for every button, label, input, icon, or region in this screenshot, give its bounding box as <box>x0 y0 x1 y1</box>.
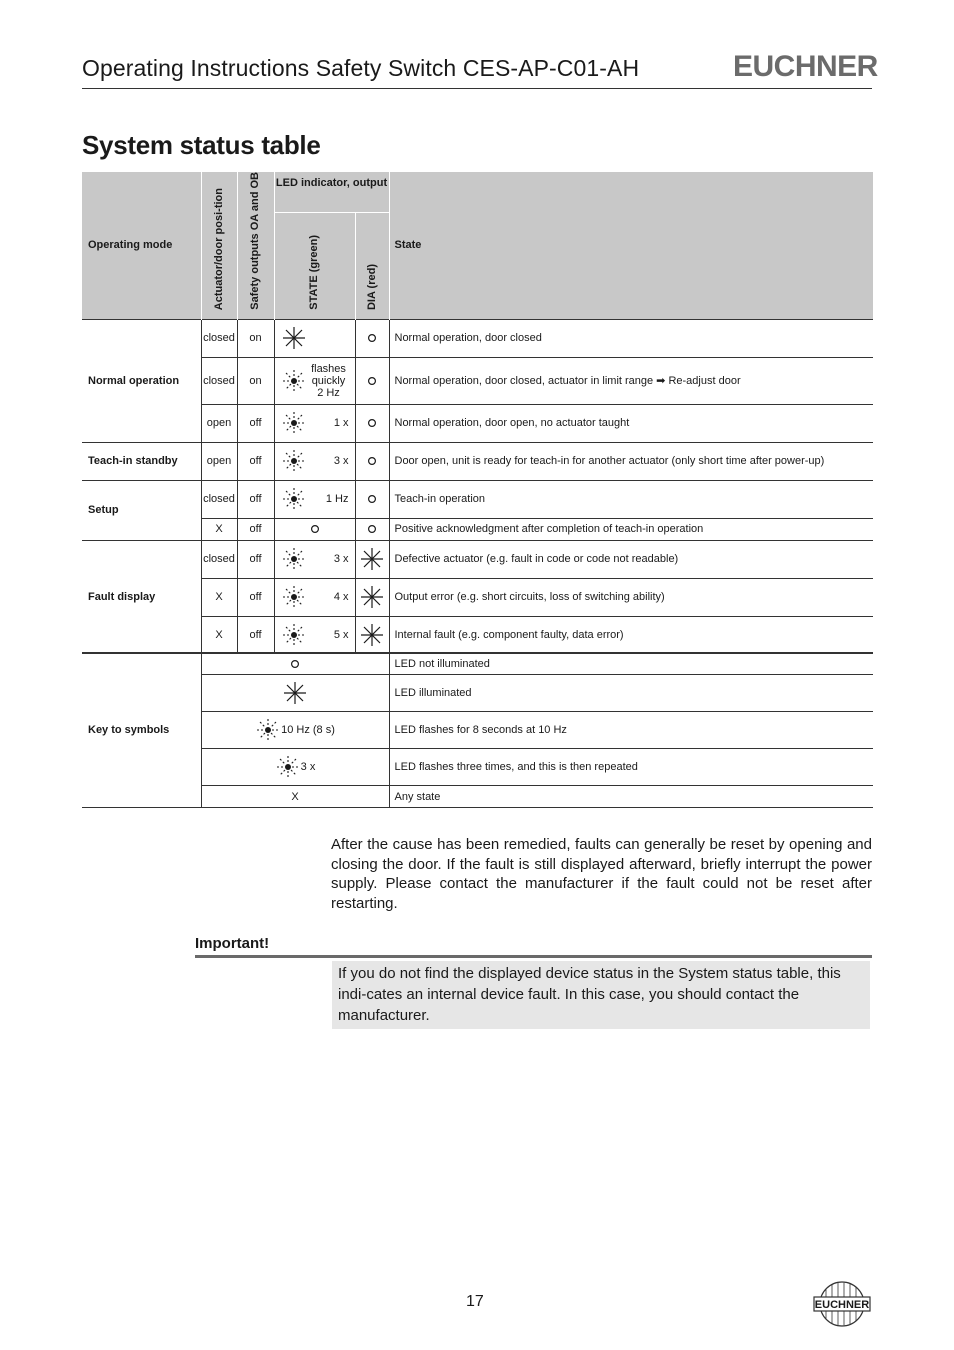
table-row <box>82 480 873 518</box>
flash-text: 1 x <box>333 417 349 430</box>
safety-output: off <box>237 404 274 442</box>
key-symbol-text: 10 Hz (8 s) <box>281 724 335 736</box>
key-label: Key to symbols <box>82 653 201 808</box>
circle-icon <box>367 418 377 428</box>
key-description: LED flashes three times, and this is then repeated <box>389 749 873 786</box>
header-state: State <box>389 172 873 319</box>
key-description: LED flashes for 8 seconds at 10 Hz <box>389 712 873 749</box>
led-flash-icon <box>281 368 307 394</box>
key-symbol-text: 3 x <box>300 761 316 773</box>
state-green-cell <box>274 578 355 616</box>
led-on-icon <box>282 680 308 706</box>
dia-red-cell <box>355 480 389 518</box>
group-normal-operation: Normal operation <box>82 319 201 442</box>
actuator-position: closed <box>201 540 237 578</box>
key-to-symbols-table <box>82 652 873 808</box>
led-flash-icon <box>281 584 307 610</box>
led-on-icon <box>359 546 385 572</box>
dia-red-cell <box>355 404 389 442</box>
table-row <box>82 675 873 712</box>
state-green-cell <box>274 616 355 653</box>
circle-icon <box>290 659 300 669</box>
actuator-position: open <box>201 404 237 442</box>
state-green-cell <box>274 442 355 480</box>
euchner-logo: EUCHNER <box>733 50 878 83</box>
state-text: Positive acknowledgment after completion of teach-in operation <box>389 518 873 540</box>
key-symbol <box>201 749 389 786</box>
table-row <box>82 518 873 540</box>
table-row <box>82 578 873 616</box>
important-divider <box>195 955 872 958</box>
led-flash-icon <box>281 546 307 572</box>
table-row <box>82 786 873 808</box>
led-flash-icon <box>281 486 307 512</box>
state-text: Internal fault (e.g. component faulty, data error) <box>389 616 873 653</box>
safety-output: off <box>237 578 274 616</box>
state-text: Defective actuator (e.g. fault in code or code not readable) <box>389 540 873 578</box>
dia-red-cell <box>355 616 389 653</box>
actuator-position: closed <box>201 480 237 518</box>
safety-output: off <box>237 518 274 540</box>
flash-text: 1 Hz <box>325 493 349 506</box>
table-row <box>82 540 873 578</box>
led-flash-icon <box>281 448 307 474</box>
state-green-cell <box>274 319 355 357</box>
section-title: System status table <box>82 130 321 160</box>
state-green-cell <box>274 357 355 404</box>
circle-icon <box>367 456 377 466</box>
table-row <box>82 357 873 404</box>
group-fault-display: Fault display <box>82 540 201 653</box>
safety-output: on <box>237 319 274 357</box>
safety-output: off <box>237 540 274 578</box>
page-number: 17 <box>466 1293 484 1310</box>
footer-logo <box>812 1280 872 1328</box>
circle-icon <box>367 376 377 386</box>
important-label: Important! <box>195 935 270 952</box>
key-description: LED illuminated <box>389 675 873 712</box>
circle-icon <box>367 494 377 504</box>
safety-output: off <box>237 480 274 518</box>
flash-text: flashes quickly 2 Hz <box>311 362 346 399</box>
key-symbol <box>201 675 389 712</box>
header-state-green: STATE (green) <box>274 212 355 319</box>
led-on-icon <box>359 584 385 610</box>
header-operating-mode: Operating mode <box>82 172 201 319</box>
state-green-cell <box>274 404 355 442</box>
table-row <box>82 442 873 480</box>
state-text: Teach-in operation <box>389 480 873 518</box>
state-text: Normal operation, door open, no actuator taught <box>389 404 873 442</box>
table-row <box>82 749 873 786</box>
dia-red-cell <box>355 578 389 616</box>
circle-icon <box>310 524 320 534</box>
dia-red-cell <box>355 319 389 357</box>
safety-output: off <box>237 442 274 480</box>
flash-text: 3 x <box>333 455 349 468</box>
actuator-position: closed <box>201 357 237 404</box>
footer-logo-text: EUCHNER <box>814 1299 870 1311</box>
system-status-table <box>82 172 874 654</box>
header-divider <box>82 88 872 89</box>
dia-red-cell <box>355 518 389 540</box>
table-row <box>82 404 873 442</box>
header-safety-outputs: Safety outputs OA and OB <box>237 172 274 319</box>
group-teach-in-standby: Teach-in standby <box>82 442 201 480</box>
state-text: Normal operation, door closed <box>389 319 873 357</box>
table-row <box>82 319 873 357</box>
flash-text: 5 x <box>333 628 349 641</box>
dia-red-cell <box>355 442 389 480</box>
state-green-cell <box>274 480 355 518</box>
circle-icon <box>367 333 377 343</box>
header-dia-red: DIA (red) <box>355 212 389 319</box>
key-symbol <box>201 712 389 749</box>
led-on-icon <box>281 325 307 351</box>
actuator-position: X <box>201 616 237 653</box>
actuator-position: X <box>201 518 237 540</box>
header-actuator: Actuator/door posi-tion <box>201 172 237 319</box>
led-flash-icon <box>281 410 307 436</box>
actuator-position: open <box>201 442 237 480</box>
safety-output: off <box>237 616 274 653</box>
key-description: Any state <box>389 786 873 808</box>
dia-red-cell <box>355 357 389 404</box>
flash-text: 4 x <box>333 591 349 604</box>
state-text: Output error (e.g. short circuits, loss of switching ability) <box>389 578 873 616</box>
led-flash-icon <box>275 754 301 780</box>
group-setup: Setup <box>82 480 201 540</box>
reset-instructions-paragraph: After the cause has been remedied, faults can generally be reset by opening and closing the door. If the fault is still displayed afterward, briefly interrupt the power supply. Please contact the manufacturer if the fault could not be reset after restarting. <box>331 836 872 912</box>
actuator-position: X <box>201 578 237 616</box>
header-title: Operating Instructions Safety Switch CES-AP-C01-AH <box>82 55 640 81</box>
table-row <box>82 653 873 675</box>
table-row <box>82 712 873 749</box>
state-text: Normal operation, door closed, actuator in limit range ➡ Re-adjust door <box>389 357 873 404</box>
important-note: If you do not find the displayed device status in the System status table, this indi-cates an internal device fault. In this case, you should contact the manufacturer. <box>332 961 870 1029</box>
key-symbol: X <box>201 786 389 808</box>
led-on-icon <box>359 622 385 648</box>
table-row <box>82 616 873 653</box>
flash-text: 3 x <box>333 553 349 566</box>
key-symbol <box>201 653 389 675</box>
key-description: LED not illuminated <box>389 653 873 675</box>
header-led-indicator: LED indicator, output <box>274 172 389 212</box>
dia-red-cell <box>355 540 389 578</box>
state-text: Door open, unit is ready for teach-in for another actuator (only short time after power-up) <box>389 442 873 480</box>
led-flash-icon <box>255 717 281 743</box>
state-green-cell <box>274 518 355 540</box>
led-flash-icon <box>281 622 307 648</box>
state-green-cell <box>274 540 355 578</box>
circle-icon <box>367 524 377 534</box>
safety-output: on <box>237 357 274 404</box>
actuator-position: closed <box>201 319 237 357</box>
